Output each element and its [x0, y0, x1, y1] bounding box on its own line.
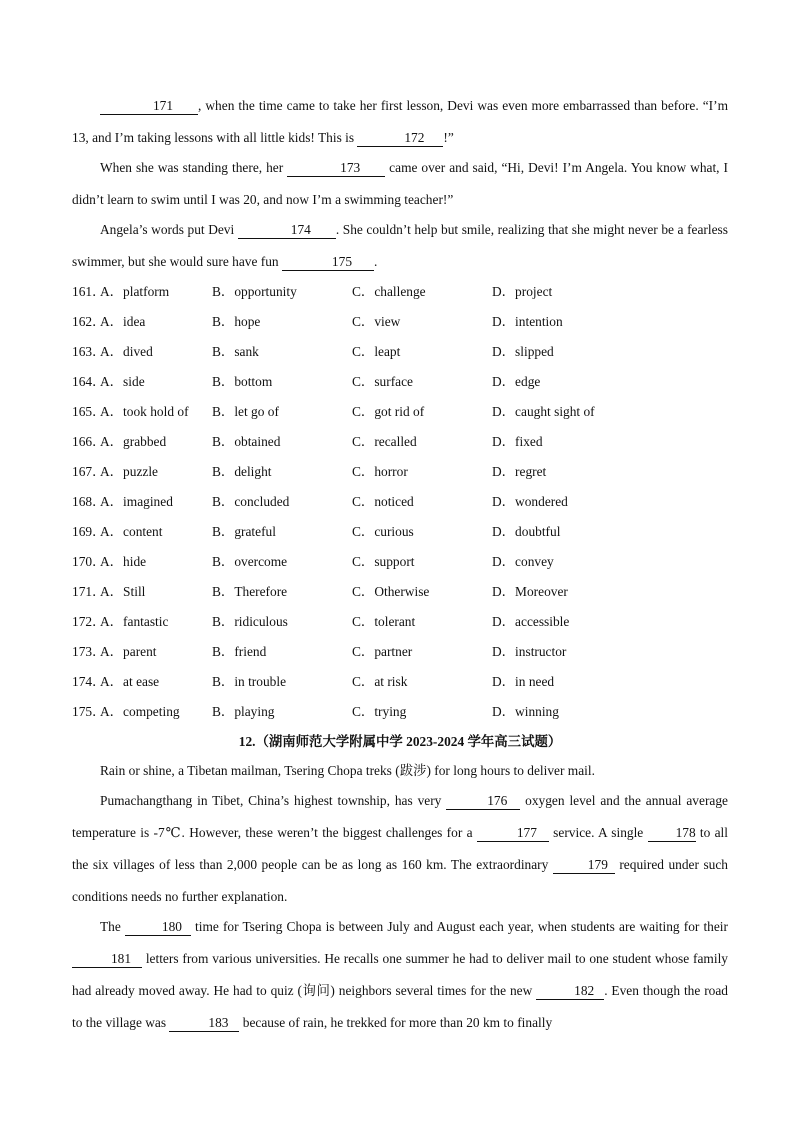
option-c[interactable]: C．challenge [352, 284, 426, 299]
option-a[interactable]: A．content [100, 524, 163, 539]
option-d[interactable]: D．instructor [492, 644, 567, 659]
option-a[interactable]: A．puzzle [100, 464, 159, 479]
option-c[interactable]: C．surface [352, 374, 413, 389]
blank-175[interactable]: 175 [282, 254, 374, 271]
blank-171[interactable]: 171 [100, 98, 198, 115]
q12-paragraph-1: Rain or shine, a Tibetan mailman, Tsering Chopa treks (跋涉) for long hours to deliver mail. [100, 763, 595, 778]
options-list [72, 277, 728, 727]
blank-183[interactable]: 183 [169, 1015, 239, 1032]
passage-paragraph-1: 171 , when the time came to take her first lesson, Devi was even more embarrassed than before. “I’m 13, and I’m taking lessons with all little kids! This is 172 !” [72, 98, 728, 145]
option-a[interactable]: A．at ease [100, 674, 160, 689]
option-b[interactable]: B．bottom [212, 374, 273, 389]
option-b[interactable]: B．friend [212, 644, 267, 659]
option-a[interactable]: A．fantastic [100, 614, 169, 629]
option-d[interactable]: D．project [492, 284, 553, 299]
option-b[interactable]: B．let go of [212, 404, 279, 419]
option-b[interactable]: B．grateful [212, 524, 276, 539]
option-a[interactable]: A．Still [100, 584, 146, 599]
blank-173[interactable]: 173 [287, 160, 385, 177]
option-a[interactable]: A．imagined [100, 494, 173, 509]
option-d[interactable]: D．slipped [492, 344, 554, 359]
option-row [72, 457, 728, 487]
option-d[interactable]: D．doubtful [492, 524, 561, 539]
blank-176[interactable]: 176 [446, 793, 520, 810]
option-c[interactable]: C．partner [352, 644, 413, 659]
option-a[interactable]: A．dived [100, 344, 153, 359]
option-b[interactable]: B．opportunity [212, 284, 297, 299]
question-number: 168． [72, 494, 106, 509]
option-c[interactable]: C．support [352, 554, 415, 569]
option-row [72, 337, 728, 367]
blank-178[interactable]: 178 [648, 825, 696, 842]
question-number: 164． [72, 374, 106, 389]
option-row [72, 517, 728, 547]
option-row [72, 547, 728, 577]
option-row [72, 697, 728, 727]
option-d[interactable]: D．caught sight of [492, 404, 595, 419]
option-row [72, 277, 728, 307]
option-row [72, 367, 728, 397]
option-b[interactable]: B．delight [212, 464, 272, 479]
option-c[interactable]: C．view [352, 314, 401, 329]
option-a[interactable]: A．competing [100, 704, 180, 719]
option-c[interactable]: C．Otherwise [352, 584, 430, 599]
option-b[interactable]: B．in trouble [212, 674, 287, 689]
option-row [72, 427, 728, 457]
option-row [72, 637, 728, 667]
option-b[interactable]: B．sank [212, 344, 259, 359]
option-a[interactable]: A．side [100, 374, 145, 389]
option-d[interactable]: D．regret [492, 464, 547, 479]
option-a[interactable]: A．platform [100, 284, 170, 299]
question-number: 163． [72, 344, 106, 359]
option-b[interactable]: B．ridiculous [212, 614, 288, 629]
option-a[interactable]: A．took hold of [100, 404, 189, 419]
question-12-heading: 12.（湖南师范大学附属中学 2023-2024 学年高三试题） [238, 734, 562, 749]
q12-paragraph-2: Pumachangthang in Tibet, China’s highest township, has very 176 oxygen level and the annual average temperature is -7℃. However, these weren’t the biggest challenges for a 177 service. A single 178 to all the six villages of less than 2,000 people can be as long as 160 km. The extraordinary 179 required under such conditions needs no further explanation. [72, 793, 728, 904]
option-row [72, 397, 728, 427]
option-c[interactable]: C．got rid of [352, 404, 425, 419]
question-number: 173． [72, 644, 106, 659]
passage-paragraph-3: Angela’s words put Devi 174 . She couldn’t help but smile, realizing that she might never be a fearless swimmer, but she would sure have fun 175 . [72, 222, 728, 269]
blank-177[interactable]: 177 [477, 825, 549, 842]
option-d[interactable]: D．in need [492, 674, 555, 689]
option-row [72, 487, 728, 517]
option-d[interactable]: D．accessible [492, 614, 570, 629]
passage-paragraph-2: When she was standing there, her 173 came over and said, “Hi, Devi! I’m Angela. You know what, I didn’t learn to swim until I was 20, and now I’m a swimming teacher!” [72, 160, 728, 207]
blank-172[interactable]: 172 [357, 130, 443, 147]
blank-174[interactable]: 174 [238, 222, 336, 239]
question-number: 170． [72, 554, 106, 569]
question-number: 172． [72, 614, 106, 629]
option-d[interactable]: D．fixed [492, 434, 543, 449]
option-b[interactable]: B．playing [212, 704, 275, 719]
option-d[interactable]: D．wondered [492, 494, 568, 509]
option-row [72, 307, 728, 337]
option-b[interactable]: B．Therefore [212, 584, 288, 599]
option-b[interactable]: B．obtained [212, 434, 281, 449]
option-c[interactable]: C．recalled [352, 434, 417, 449]
option-d[interactable]: D．winning [492, 704, 559, 719]
question-number: 167． [72, 464, 106, 479]
option-c[interactable]: C．at risk [352, 674, 408, 689]
option-b[interactable]: B．hope [212, 314, 261, 329]
option-row [72, 577, 728, 607]
option-c[interactable]: C．horror [352, 464, 408, 479]
question-number: 162． [72, 314, 106, 329]
question-number: 161． [72, 284, 106, 299]
question-number: 171． [72, 584, 106, 599]
option-c[interactable]: C．leapt [352, 344, 401, 359]
option-d[interactable]: D．Moreover [492, 584, 568, 599]
question-number: 174． [72, 674, 106, 689]
option-d[interactable]: D．intention [492, 314, 563, 329]
blank-179[interactable]: 179 [553, 857, 615, 874]
option-d[interactable]: D．edge [492, 374, 541, 389]
option-a[interactable]: A．idea [100, 314, 146, 329]
blank-180[interactable]: 180 [125, 919, 191, 936]
question-number: 166． [72, 434, 106, 449]
option-c[interactable]: C．trying [352, 704, 407, 719]
option-c[interactable]: C．curious [352, 524, 414, 539]
option-c[interactable]: C．tolerant [352, 614, 416, 629]
q12-paragraph-3: The 180 time for Tsering Chopa is between July and August each year, when students are waiting for their 181 letters from various universities. He recalls one summer he had to deliver mail to one student whose family had already moved away. He had to quiz (询问) neighbors several times for the new 182 . Even though the road to the village was 183 because of rain, he trekked for more than 20 km to finally [72, 919, 728, 1030]
option-row [72, 667, 728, 697]
option-d[interactable]: D．convey [492, 554, 554, 569]
option-a[interactable]: A．hide [100, 554, 147, 569]
option-c[interactable]: C．noticed [352, 494, 414, 509]
option-b[interactable]: B．overcome [212, 554, 288, 569]
option-a[interactable]: A．grabbed [100, 434, 167, 449]
option-row [72, 607, 728, 637]
question-number: 165． [72, 404, 106, 419]
question-number: 169． [72, 524, 106, 539]
option-b[interactable]: B．concluded [212, 494, 290, 509]
blank-182[interactable]: 182 [536, 983, 604, 1000]
question-number: 175． [72, 704, 106, 719]
option-a[interactable]: A．parent [100, 644, 157, 659]
blank-181[interactable]: 181 [72, 951, 142, 968]
